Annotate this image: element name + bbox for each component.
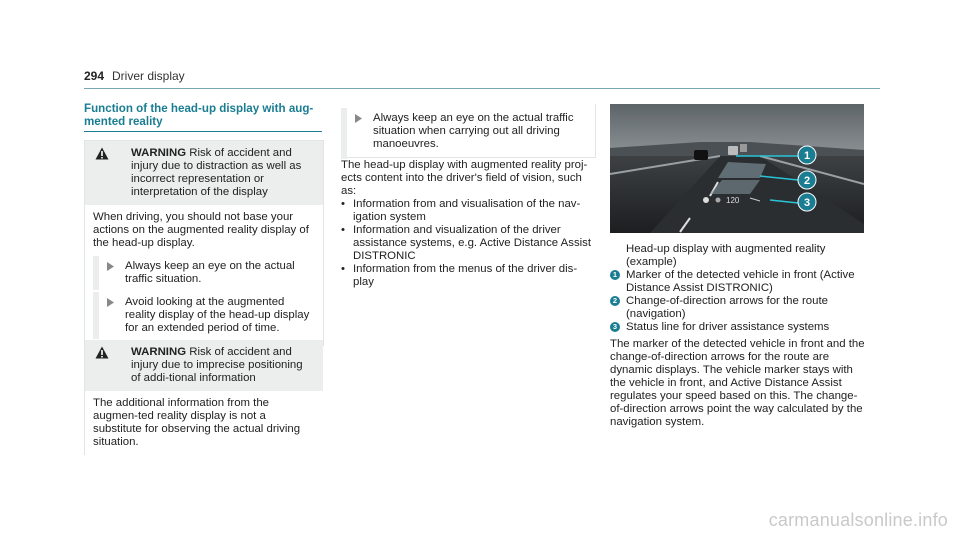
warning-body-text: When driving, you should not base your actions on the augmented reality display of the head-up display. — [93, 211, 309, 249]
legend-item: 1 Marker of the detected vehicle in front (Active Distance Assist DISTRONIC) — [610, 269, 870, 295]
warning-box-distraction — [84, 140, 324, 346]
warning-body — [85, 391, 323, 455]
section-divider — [84, 131, 322, 132]
list-item: • Information and visualization of the driver assistance systems, e.g. Active Distance Assist DISTRONIC — [341, 224, 596, 263]
note-box — [341, 104, 596, 158]
warning-label: WARNING — [131, 346, 187, 358]
header-divider — [84, 88, 880, 89]
warning-header — [85, 141, 323, 205]
action-arrow-icon — [107, 298, 114, 307]
caption-text: Head-up display with augmented reality (example) — [626, 243, 826, 268]
warning-header — [85, 340, 323, 391]
warning-text: Risk of accident and injury due to imprecise positioning of addi-tional information — [131, 346, 303, 384]
legend-number-2: 2 — [610, 296, 620, 306]
page-number: 294 — [84, 69, 105, 83]
svg-text:3: 3 — [803, 197, 811, 209]
warning-triangle-icon — [95, 147, 109, 160]
warning-action: Avoid looking at the augmented reality display of the head-up display for an extended period of time. — [93, 296, 315, 335]
svg-text:2: 2 — [803, 175, 811, 187]
figure-caption — [610, 243, 870, 429]
legend-number-3: 3 — [610, 322, 620, 332]
list-item: • Information from the menus of the driver dis-play — [341, 263, 596, 289]
action-arrow-icon — [355, 114, 362, 123]
closing-paragraph: The marker of the detected vehicle in front and the change-of-direction arrows for the route are dynamic displays. The vehicle marker stays with the vehicle in front, and Active Distance Assist regulates your speed based on this. The change-of-direction arrows point the way calculated by the navigation system. — [610, 338, 865, 428]
intro-paragraph: The head-up display with augmented reality proj-ects content into the driver's field of vision, such as: — [341, 159, 588, 197]
hud-photo — [610, 104, 864, 233]
warning-triangle-icon — [95, 346, 109, 359]
note-action: Always keep an eye on the actual traffic situation when carrying out all driving manoeuvres. — [341, 112, 585, 151]
list-item: • Information from and visualisation of the nav-igation system — [341, 198, 596, 224]
warning-label: WARNING — [131, 147, 187, 159]
hud-speed: 120 — [726, 196, 740, 205]
warning-body-text: The additional information from the augmen-ted reality display is not a substitute for observing the actual driving situation. — [93, 397, 301, 448]
warning-action: Always keep an eye on the actual traffic situation. — [93, 260, 315, 286]
watermark: carmanualsonline.info — [768, 510, 948, 530]
warning-box-positioning — [84, 340, 323, 455]
action-arrow-icon — [107, 262, 114, 271]
warning-body — [85, 205, 323, 345]
section-title: Function of the head-up display with aug-mented reality — [84, 102, 314, 128]
feature-list — [341, 198, 596, 289]
legend-item: 2 Change-of-direction arrows for the route (navigation) — [610, 295, 870, 321]
chapter-title: Driver display — [112, 69, 185, 83]
legend-item: 3 Status line for driver assistance systems — [610, 321, 870, 334]
svg-text:1: 1 — [803, 150, 811, 162]
legend-number-1: 1 — [610, 270, 620, 280]
warning-text: Risk of accident and injury due to distraction as well as incorrect representation or interpretation of the display — [131, 147, 302, 198]
